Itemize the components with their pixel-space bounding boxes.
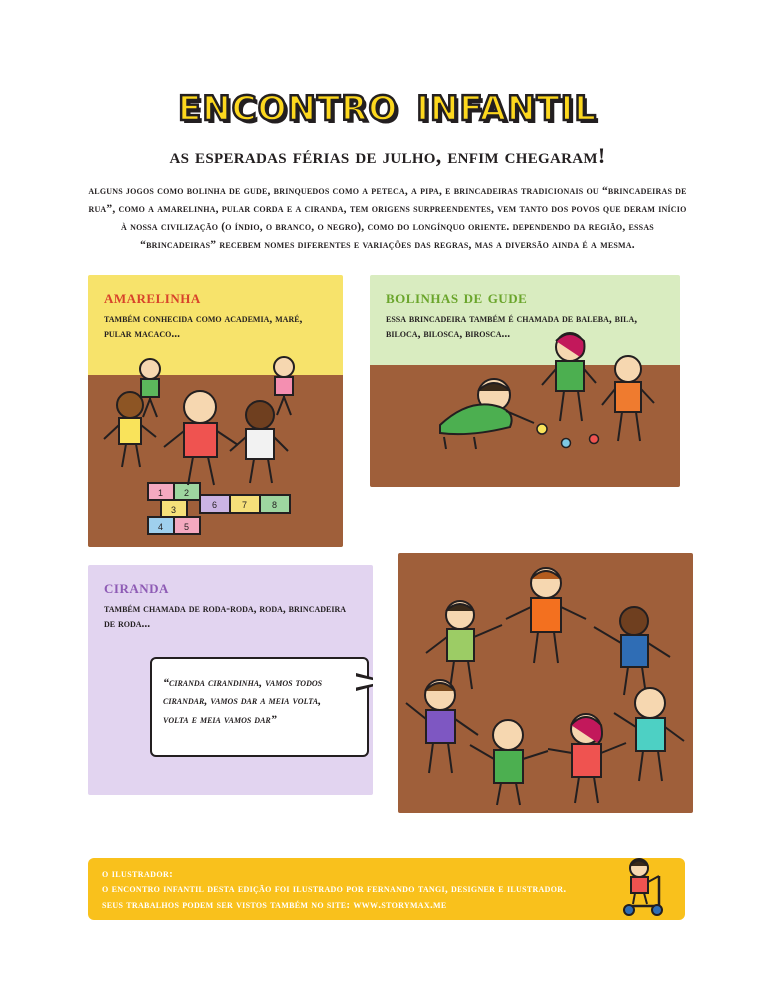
panel-ciranda-text: também chamada de roda-roda, roda, brincadeira de roda... <box>104 602 347 631</box>
panel-amarelinha-head <box>88 275 343 351</box>
svg-text:6: 6 <box>212 499 218 510</box>
page-title: encontro infantil <box>177 75 598 132</box>
footer-title: o ilustrador: <box>102 868 174 880</box>
footer-illustrator-credit <box>88 858 685 920</box>
panel-ciranda-head <box>88 565 373 641</box>
panels-area <box>0 275 775 805</box>
svg-text:2: 2 <box>184 487 190 498</box>
svg-text:1: 1 <box>158 487 164 498</box>
hopscotch-illustration <box>88 355 343 547</box>
dirt-ground-ciranda <box>398 553 693 813</box>
marbles-illustration <box>370 325 680 487</box>
svg-text:7: 7 <box>242 499 248 510</box>
panel-gude-title: bolinhas de gude <box>386 286 528 307</box>
panel-gude-text: essa brincadeira também é chamada de baleba, bila, biloca, bilosca, birosca... <box>386 312 638 341</box>
panel-bolinhas-de-gude <box>370 275 680 487</box>
panel-amarelinha-title: amarelinha <box>104 286 201 307</box>
page-subtitle: as esperadas férias de julho, enfim chegaram! <box>169 143 606 169</box>
child-on-scooter-icon <box>609 854 673 918</box>
panel-amarelinha <box>88 275 343 547</box>
svg-text:8: 8 <box>272 499 278 510</box>
panel-amarelinha-text: também conhecida como academia, maré, pular macaco... <box>104 312 303 341</box>
title-block <box>0 0 775 255</box>
svg-text:3: 3 <box>171 504 177 515</box>
intro-paragraph: alguns jogos como bolinha de gude, brinquedos como a peteca, a pipa, e brincadeiras tradicionais ou “brincadeiras de rua”, como a amarelinha, pular corda e a ciranda, tem origens surpreendentes, vem tanto dos povos que deram início à nossa civilização (o índio, o branco, o negro), como do longínquo oriente. dependendo da região, essas “brincadeiras” recebem nomes diferentes e variações das regras, mas a diversão ainda é a mesma. <box>88 185 687 251</box>
panel-ciranda-title: ciranda <box>104 576 169 597</box>
footer-line-2: seus trabalhos podem ser vistos também no site: www.storymax.me <box>102 898 447 911</box>
panel-ciranda <box>88 565 373 795</box>
speech-bubble-tail-inner <box>354 676 373 688</box>
ring-dance-illustration <box>398 553 693 813</box>
footer-line-1: o encontro infantil desta edição foi ilustrado por fernando tangi, designer e ilustrador. <box>102 883 567 895</box>
svg-text:4: 4 <box>158 521 164 532</box>
ciranda-song-quote: “ciranda cirandinha, vamos todos cirandar, vamos dar a meia volta, volta e meia vamos dar” <box>163 674 323 726</box>
svg-text:5: 5 <box>184 521 190 532</box>
